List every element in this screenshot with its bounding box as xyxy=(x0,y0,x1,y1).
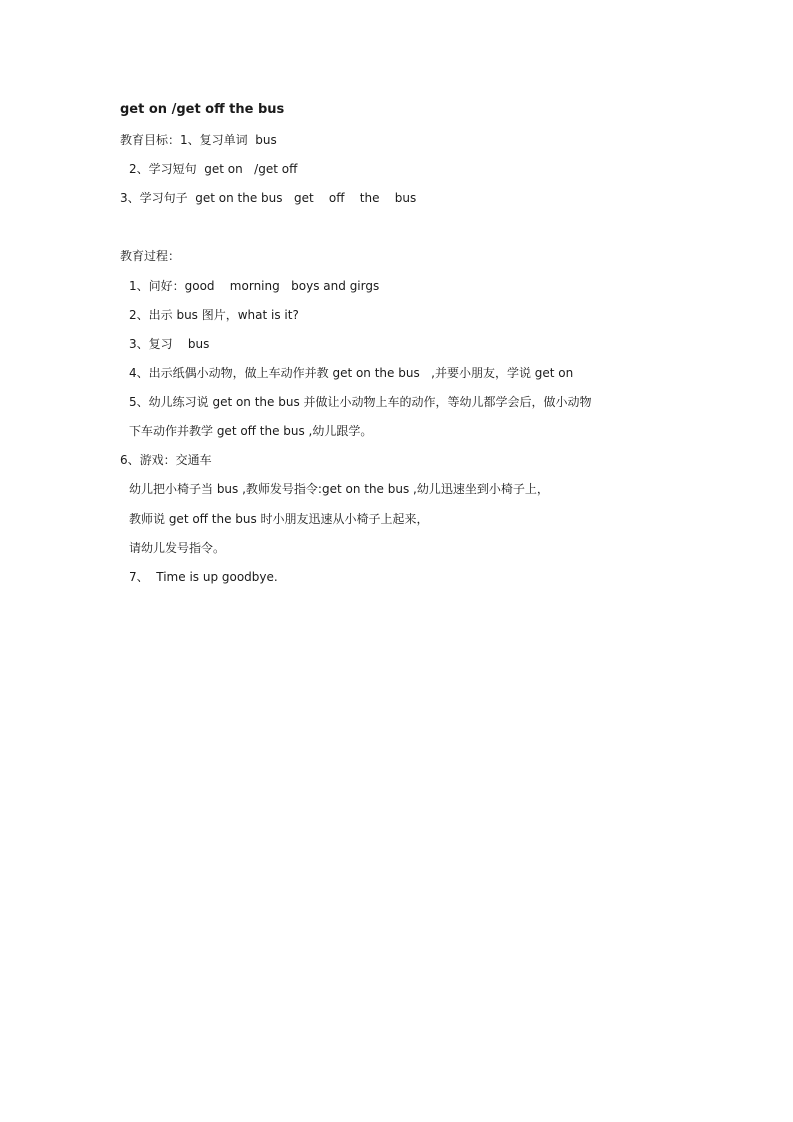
process-step-4: 4、出示纸偶小动物，做上车动作并教 get on the bus ,并要小朋友，学说 get on xyxy=(129,366,574,380)
game-line-2: 教师说 get off the bus 时小朋友迅速从小椅子上起来， xyxy=(129,512,429,526)
objective-intro-line: 教育目标：1、复习单词 bus xyxy=(120,133,277,147)
process-step-6: 6、游戏：交通车 xyxy=(120,453,212,467)
game-line-3: 请幼儿发号指令。 xyxy=(129,541,226,555)
objective-line-3: 3、学习句子 get on the bus get off the bus xyxy=(120,191,417,205)
objective-line-2: 2、学习短句 get on /get off xyxy=(129,162,298,176)
process-step-5: 5、幼儿练习说 get on the bus 并做让小动物上车的动作，等幼儿都学会后，做小动物 xyxy=(129,395,592,409)
process-step-2: 2、出示 bus 图片，what is it? xyxy=(129,308,299,322)
game-line-1: 幼儿把小椅子当 bus ,教师发号指令:get on the bus ,幼儿迅速坐到小椅子上， xyxy=(129,482,549,496)
process-step-3: 3、复习 bus xyxy=(129,337,210,351)
process-heading: 教育过程： xyxy=(120,249,181,263)
process-step-1: 1、问好：good morning boys and girgs xyxy=(129,279,380,293)
process-step-5-continued: 下车动作并教学 get off the bus ,幼儿跟学。 xyxy=(129,424,373,438)
process-step-7: 7、 Time is up goodbye. xyxy=(129,570,278,584)
document-title: get on /get off the bus xyxy=(120,102,285,117)
